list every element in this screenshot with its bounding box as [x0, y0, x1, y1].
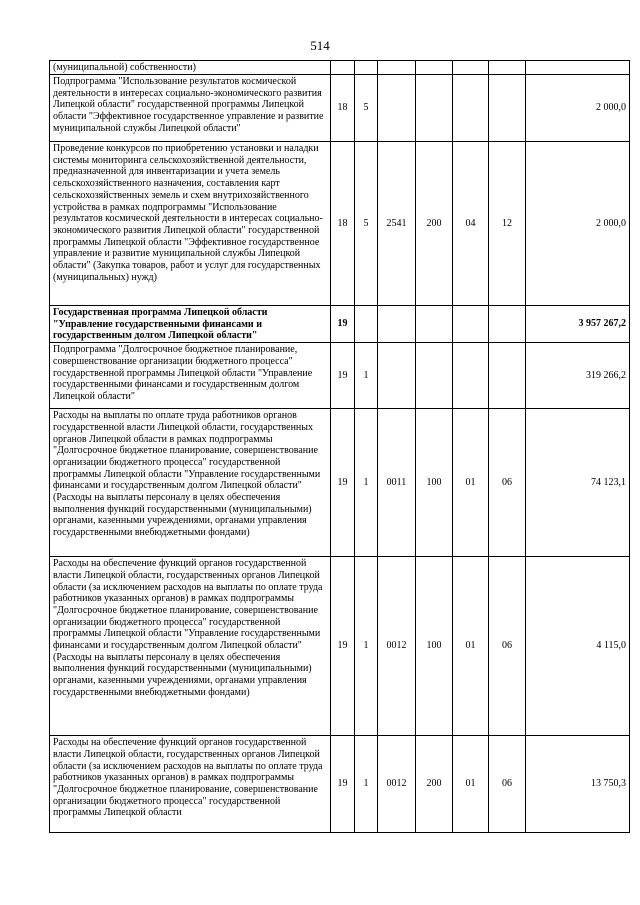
program-code-cell: 19 — [331, 343, 355, 409]
program-code-cell: 18 — [331, 142, 355, 306]
direction-code-cell — [378, 306, 416, 343]
direction-code-cell: 0011 — [378, 409, 416, 557]
description-cell: Государственная программа Липецкой области "Управление государственными финансами и государственным долгом Липецкой области" — [50, 306, 331, 343]
amount-cell: 13 750,3 — [526, 736, 630, 833]
subprogram-code-cell: 5 — [355, 142, 378, 306]
subsection-cell: 06 — [489, 557, 526, 736]
program-code-cell: 19 — [331, 736, 355, 833]
description-cell: Расходы на обеспечение функций органов государственной власти Липецкой области, государственных органов Липецкой области (за исключением расходов на выплаты по оплате труда работников указанных органов) в рамках подпрограммы "Долгосрочное бюджетное планирование, совершенствование организации бюджетного процесса" государственной программы Липецкой области "Управление государственными финансами и государственным долгом Липецкой области" (Расходы на выплаты персоналу в целях обеспечения выполнения функций государственными (муниципальными) органами, казенными учреждениями, органами управления государственными внебюджетными фондами) — [50, 557, 331, 736]
table-row — [50, 142, 630, 306]
amount-cell: 2 000,0 — [526, 142, 630, 306]
direction-code-cell — [378, 61, 416, 75]
subprogram-code-cell — [355, 306, 378, 343]
subsection-cell — [489, 75, 526, 142]
subprogram-code-cell — [355, 61, 378, 75]
expense-type-cell — [416, 306, 453, 343]
expense-type-cell: 200 — [416, 142, 453, 306]
amount-cell — [526, 61, 630, 75]
table-row — [50, 409, 630, 557]
direction-code-cell: 0012 — [378, 557, 416, 736]
subsection-cell: 06 — [489, 409, 526, 557]
subsection-cell: 12 — [489, 142, 526, 306]
amount-cell: 74 123,1 — [526, 409, 630, 557]
subprogram-code-cell: 1 — [355, 409, 378, 557]
description-cell: (муниципальной) собственности) — [50, 61, 331, 75]
expense-type-cell: 100 — [416, 557, 453, 736]
subprogram-code-cell: 5 — [355, 75, 378, 142]
section-cell — [453, 306, 489, 343]
table-row — [50, 75, 630, 142]
amount-cell: 4 115,0 — [526, 557, 630, 736]
amount-cell: 319 266,2 — [526, 343, 630, 409]
subsection-cell: 06 — [489, 736, 526, 833]
subsection-cell — [489, 343, 526, 409]
expense-type-cell: 200 — [416, 736, 453, 833]
section-cell — [453, 343, 489, 409]
amount-cell: 2 000,0 — [526, 75, 630, 142]
description-cell: Расходы на обеспечение функций органов государственной власти Липецкой области, государственных органов Липецкой области (за исключением расходов на выплаты по оплате труда работников указанных органов) в рамках подпрограммы "Долгосрочное бюджетное планирование, совершенствование организации бюджетного процесса" государственной программы Липецкой области — [50, 736, 331, 833]
subsection-cell — [489, 306, 526, 343]
subprogram-code-cell: 1 — [355, 557, 378, 736]
table-row — [50, 736, 630, 833]
expense-type-cell — [416, 343, 453, 409]
program-code-cell: 19 — [331, 409, 355, 557]
description-cell: Проведение конкурсов по приобретению установки и наладки системы мониторинга сельскохозяйственной деятельности, предназначенной для инвентаризации и учета земель сельскохозяйственного назначения, составления карт сельскохозяйственных земель и схем внутрихозяйственного устройства в рамках подпрограммы "Использование результатов космической деятельности в интересах социально-экономического развития Липецкой области" государственной программы Липецкой области "Эффективное государственное управление и развитие муниципальной службы Липецкой области" (Закупка товаров, работ и услуг для государственных (муниципальных) нужд) — [50, 142, 331, 306]
table-row — [50, 61, 630, 75]
section-cell: 01 — [453, 736, 489, 833]
program-code-cell: 19 — [331, 306, 355, 343]
expense-type-cell — [416, 75, 453, 142]
section-cell: 04 — [453, 142, 489, 306]
program-code-cell: 18 — [331, 75, 355, 142]
budget-table — [49, 60, 630, 833]
program-code-cell — [331, 61, 355, 75]
table-row — [50, 306, 630, 343]
expense-type-cell — [416, 61, 453, 75]
page-number: 514 — [310, 38, 330, 53]
description-cell: Подпрограмма "Долгосрочное бюджетное планирование, совершенствование организации бюджетного процесса" государственной программы Липецкой области "Управление государственными финансами и государственным долгом Липецкой области" — [50, 343, 331, 409]
section-cell: 01 — [453, 557, 489, 736]
program-code-cell: 19 — [331, 557, 355, 736]
direction-code-cell: 0012 — [378, 736, 416, 833]
expense-type-cell: 100 — [416, 409, 453, 557]
table-body — [50, 61, 630, 833]
direction-code-cell: 2541 — [378, 142, 416, 306]
subsection-cell — [489, 61, 526, 75]
subprogram-code-cell: 1 — [355, 343, 378, 409]
section-cell: 01 — [453, 409, 489, 557]
description-cell: Подпрограмма "Использование результатов космической деятельности в интересах социально-экономического развития Липецкой области" государственной программы Липецкой области "Эффективное государственное управление и развитие муниципальной службы Липецкой области" — [50, 75, 331, 142]
table-row — [50, 557, 630, 736]
subprogram-code-cell: 1 — [355, 736, 378, 833]
table-row — [50, 343, 630, 409]
section-cell — [453, 61, 489, 75]
section-cell — [453, 75, 489, 142]
direction-code-cell — [378, 343, 416, 409]
amount-cell: 3 957 267,2 — [526, 306, 630, 343]
direction-code-cell — [378, 75, 416, 142]
description-cell: Расходы на выплаты по оплате труда работников органов государственной власти Липецкой области, государственных органов Липецкой области в рамках подпрограммы "Долгосрочное бюджетное планирование, совершенствование организации бюджетного процесса" государственной программы Липецкой области "Управление государственными финансами и государственным долгом Липецкой области" (Расходы на выплаты персоналу в целях обеспечения выполнения функций государственными (муниципальными) органами, казенными учреждениями, органами управления государственными внебюджетными фондами) — [50, 409, 331, 557]
